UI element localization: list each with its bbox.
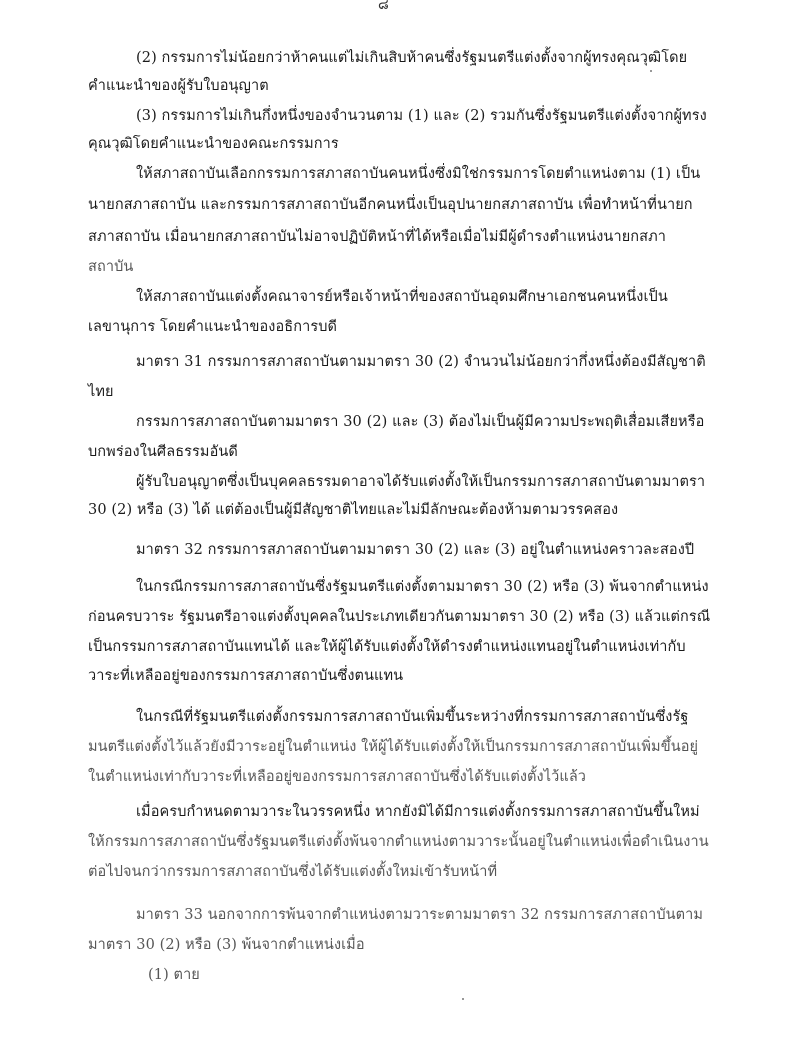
text-line: เป็นกรรมการสภาสถาบันแทนได้ และให้ผู้ได้รับแต่งตั้งให้ดำรงตำแหน่งแทนอยู่ในตำแหน่งเท่ากับ bbox=[88, 639, 686, 655]
text-line: (2) กรรมการไม่น้อยกว่าห้าคนแต่ไม่เกินสิบห้าคนซึ่งรัฐมนตรีแต่งตั้งจากผู้ทรงคุณวุฒิโดย bbox=[136, 50, 688, 66]
section-heading-line: มาตรา 32 กรรมการสภาสถาบันตามมาตรา 30 (2) และ (3) อยู่ในตำแหน่งคราวละสองปี bbox=[136, 542, 695, 558]
text-line: ต่อไปจนกว่ากรรมการสภาสถาบันซึ่งได้รับแต่งตั้งใหม่เข้ารับหน้าที่ bbox=[88, 864, 498, 880]
text-line: สถาบัน bbox=[88, 259, 134, 275]
text-line: คำแนะนำของผู้รับใบอนุญาต bbox=[88, 78, 269, 94]
text-line: ก่อนครบวาระ รัฐมนตรีอาจแต่งตั้งบุคคลในประเภทเดียวกันตามมาตรา 30 (2) หรือ (3) แล้วแต่กรณี bbox=[88, 609, 711, 625]
text-line: นายกสภาสถาบัน และกรรมการสภาสถาบันอีกคนหนึ่งเป็นอุปนายกสภาสถาบัน เพื่อทำหน้าที่นายก bbox=[88, 197, 693, 213]
text-line: ในกรณีที่รัฐมนตรีแต่งตั้งกรรมการสภาสถาบันเพิ่มขึ้นระหว่างที่กรรมการสภาสถาบันซึ่งรัฐ bbox=[136, 709, 689, 725]
text-line: เลขานุการ โดยคำแนะนำของอธิการบดี bbox=[88, 319, 338, 335]
text-line: ให้สภาสถาบันเลือกกรรมการสภาสถาบันคนหนึ่งซึ่งมิใช่กรรมการโดยตำแหน่งตาม (1) เป็น bbox=[136, 166, 701, 182]
text-line: ให้กรรมการสภาสถาบันซึ่งรัฐมนตรีแต่งตั้งพ้นจากตำแหน่งตามวาระนั้นอยู่ในตำแหน่งเพื่อดำเนินงาน bbox=[88, 834, 709, 850]
section-heading-line: มาตรา 33 นอกจากการพ้นจากตำแหน่งตามวาระตามมาตรา 32 กรรมการสภาสถาบันตาม bbox=[136, 907, 704, 923]
text-line: ในตำแหน่งเท่ากับวาระที่เหลืออยู่ของกรรมการสภาสถาบันซึ่งได้รับแต่งตั้งไว้แล้ว bbox=[88, 769, 587, 785]
text-line: ให้สภาสถาบันแต่งตั้งคณาจารย์หรือเจ้าหน้าที่ของสถาบันอุดมศึกษาเอกชนคนหนึ่งเป็น bbox=[136, 289, 668, 305]
text-line: มาตรา 30 (2) หรือ (3) พ้นจากตำแหน่งเมื่อ bbox=[88, 937, 365, 953]
text-line: (1) ตาย bbox=[148, 967, 200, 983]
text-line: ผู้รับใบอนุญาตซึ่งเป็นบุคคลธรรมดาอาจได้รับแต่งตั้งให้เป็นกรรมการสภาสถาบันตามมาตรา bbox=[136, 474, 706, 490]
text-line: กรรมการสภาสถาบันตามมาตรา 30 (2) และ (3) ต้องไม่เป็นผู้มีความประพฤติเสื่อมเสียหรือ bbox=[136, 414, 705, 430]
text-line: ไทย bbox=[88, 384, 114, 400]
page-number: ๘ bbox=[378, 0, 389, 13]
text-line: มนตรีแต่งตั้งไว้แล้วยังมีวาระอยู่ในตำแหน่ง ให้ผู้ได้รับแต่งตั้งให้เป็นกรรมการสภาสถาบันเพิ่มขึ้นอยู่ bbox=[88, 739, 699, 755]
text-line: บกพร่องในศีลธรรมอันดี bbox=[88, 444, 238, 460]
text-line: 30 (2) หรือ (3) ได้ แต่ต้องเป็นผู้มีสัญชาติไทยและไม่มีลักษณะต้องห้ามตามวรรคสอง bbox=[88, 502, 619, 518]
section-heading-line: มาตรา 31 กรรมการสภาสถาบันตามมาตรา 30 (2) จำนวนไม่น้อยกว่ากึ่งหนึ่งต้องมีสัญชาติ bbox=[136, 354, 706, 370]
scan-speck bbox=[650, 70, 652, 72]
text-line: ในกรณีกรรมการสภาสถาบันซึ่งรัฐมนตรีแต่งตั้งตามมาตรา 30 (2) หรือ (3) พ้นจากตำแหน่ง bbox=[136, 579, 709, 595]
text-line: คุณวุฒิโดยคำแนะนำของคณะกรรมการ bbox=[88, 136, 339, 152]
text-line: (3) กรรมการไม่เกินกึ่งหนึ่งของจำนวนตาม (1) และ (2) รวมกันซึ่งรัฐมนตรีแต่งตั้งจากผู้ทรง bbox=[136, 108, 707, 124]
scan-speck bbox=[462, 998, 464, 1000]
text-line: สภาสถาบัน เมื่อนายกสภาสถาบันไม่อาจปฏิบัติหน้าที่ได้หรือเมื่อไม่มีผู้ดำรงตำแหน่งนายกสภา bbox=[88, 229, 667, 245]
text-line: เมื่อครบกำหนดตามวาระในวรรคหนึ่ง หากยังมิได้มีการแต่งตั้งกรรมการสภาสถาบันขึ้นใหม่ bbox=[136, 804, 700, 820]
text-line: วาระที่เหลืออยู่ของกรรมการสภาสถาบันซึ่งตนแทน bbox=[88, 668, 404, 684]
